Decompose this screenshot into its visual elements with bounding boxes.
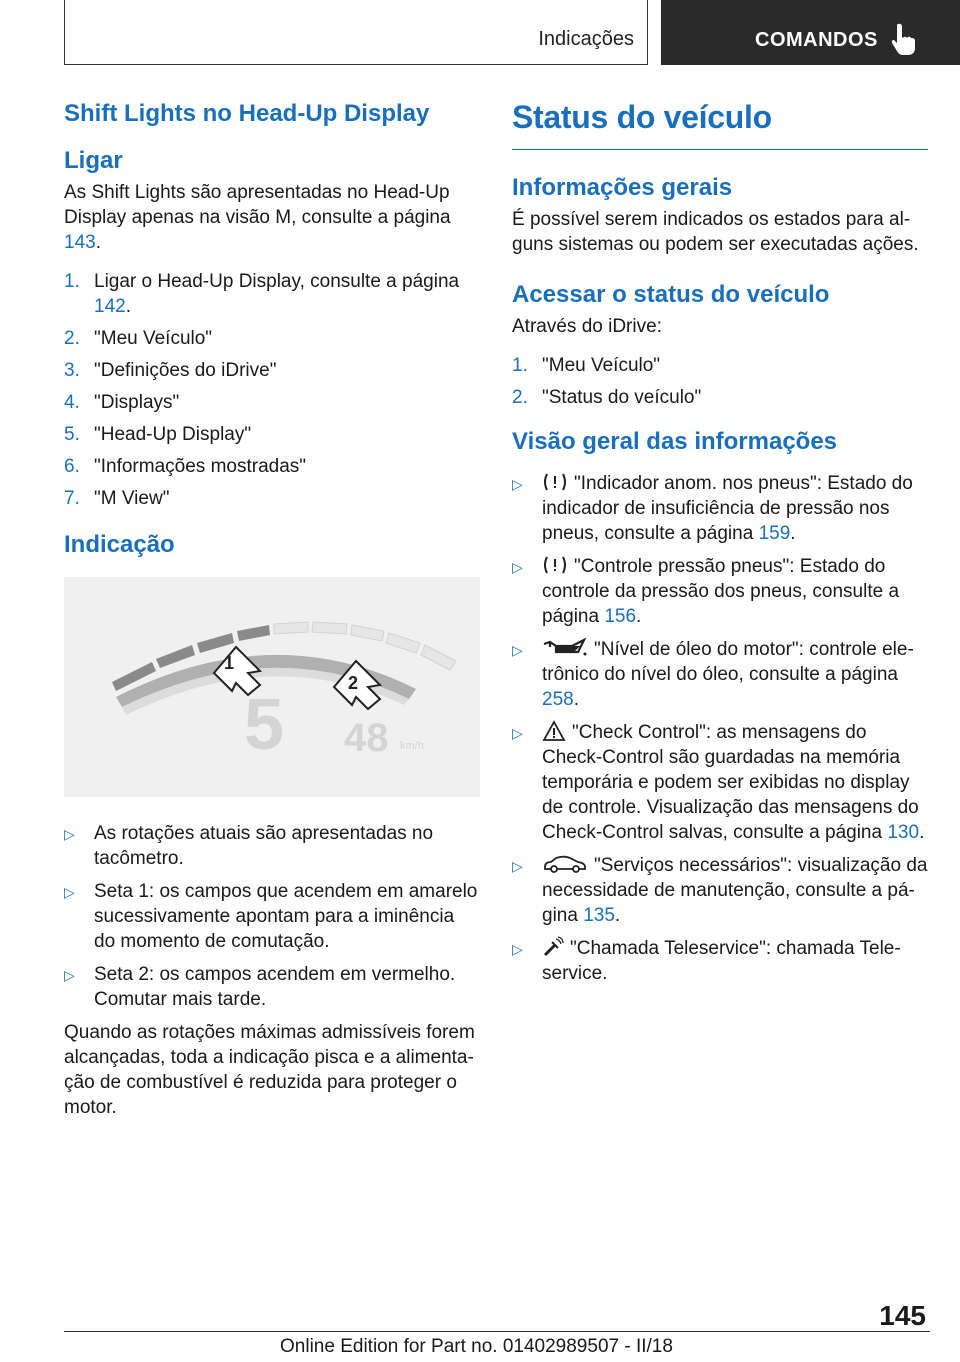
chapter-tab[interactable] bbox=[661, 0, 960, 65]
indicacao-bullets bbox=[64, 821, 480, 1012]
bullet-triangle-icon: ▷ bbox=[64, 884, 75, 901]
subheading-gerais: Informações gerais bbox=[512, 174, 733, 202]
ligar-intro: As Shift Lights são apresentadas no Head-Up Display apenas na visão M, consulte a página 143. bbox=[64, 181, 451, 253]
shift-lights-illustration bbox=[64, 577, 480, 797]
subheading-indicacao: Indicação bbox=[64, 530, 175, 558]
ligar-steps bbox=[64, 269, 480, 511]
arrow-2-label: 2 bbox=[348, 673, 359, 694]
left-column bbox=[64, 100, 480, 1120]
bullet-triangle-icon: ▷ bbox=[512, 475, 523, 492]
step-text: "Head-Up Display" bbox=[94, 423, 252, 445]
item-text: "Chamada Teleservice": chamada Teleservice. bbox=[542, 937, 901, 984]
section-heading-status: Status do veículo bbox=[512, 99, 772, 135]
warning-triangle-icon bbox=[542, 720, 566, 742]
tire-pressure-warning-icon bbox=[542, 554, 568, 576]
item-text: "Nível de óleo do motor": controle eletrônico do nível do óleo, consulte a página bbox=[542, 638, 914, 685]
step-number: 6. bbox=[64, 455, 80, 477]
list-item bbox=[64, 422, 480, 447]
gerais-text: É possível serem indicados os estados para alguns sistemas ou podem ser executadas ações. bbox=[512, 208, 919, 255]
step-text: Ligar o Head-Up Display, consulte a página bbox=[94, 270, 460, 292]
subheading-visao: Visão geral das informações bbox=[512, 427, 838, 455]
item-tail: . bbox=[919, 821, 925, 843]
item-text: "Check Control": as mensagens do Check-Control são guardadas na memória temporária e podem ser exibidas no display de controle. Visualização das mensagens do Check-Control salvas, consulte a página bbox=[542, 721, 919, 843]
step-text: "Definições do iDrive" bbox=[94, 359, 277, 381]
list-item bbox=[64, 390, 480, 415]
bullet-triangle-icon: ▷ bbox=[512, 857, 523, 874]
item-tail: . bbox=[614, 904, 621, 926]
indicacao-closing: Quando as rotações máximas admissíveis forem alcançadas, toda a indicação pisca e a alimentação de combustível é reduzida para proteger o motor. bbox=[64, 1022, 475, 1119]
section-heading-shift-lights: Shift Lights no Head-Up Display bbox=[64, 100, 430, 127]
step-text: "Meu Veículo" bbox=[542, 354, 661, 376]
step-number: 1. bbox=[64, 270, 80, 292]
oil-can-icon bbox=[542, 637, 588, 659]
tire-pressure-warning-icon bbox=[542, 471, 568, 493]
list-item bbox=[512, 471, 928, 546]
bullet-triangle-icon: ▷ bbox=[512, 558, 523, 575]
list-item bbox=[64, 486, 480, 511]
item-tail: . bbox=[573, 688, 579, 710]
page-link-135[interactable]: 135 bbox=[583, 904, 615, 926]
page-link-130[interactable]: 130 bbox=[887, 821, 920, 843]
page-number: 145 bbox=[879, 1300, 926, 1331]
step-text: "Displays" bbox=[94, 391, 180, 413]
arrow-1-label: 1 bbox=[224, 653, 235, 674]
list-item bbox=[64, 358, 480, 383]
gear-indicator: 5 bbox=[244, 685, 285, 766]
footer-divider bbox=[64, 1331, 930, 1332]
list-item bbox=[512, 853, 928, 928]
step-text: "Informações mostradas" bbox=[94, 455, 307, 477]
bullet-text: As rotações atuais são apresentadas no tacômetro. bbox=[94, 823, 434, 870]
shift-lights-figure bbox=[64, 577, 480, 797]
chapter-label: COMANDOS bbox=[755, 29, 878, 51]
list-item bbox=[64, 326, 480, 351]
acessar-steps bbox=[512, 353, 928, 410]
bullet-triangle-icon: ▷ bbox=[512, 940, 523, 957]
list-item bbox=[512, 637, 928, 712]
list-item bbox=[512, 720, 928, 845]
page-link-159[interactable]: 159 bbox=[758, 522, 791, 544]
bullet-text: Seta 2: os campos acendem em vermelho. Comutar mais tarde. bbox=[94, 964, 456, 1011]
step-number: 4. bbox=[64, 391, 80, 413]
bullet-triangle-icon: ▷ bbox=[64, 967, 75, 984]
item-tail: . bbox=[790, 522, 796, 544]
list-item bbox=[512, 385, 928, 410]
page-link-156[interactable]: 156 bbox=[604, 605, 637, 627]
step-number: 3. bbox=[64, 359, 80, 381]
step-number: 1. bbox=[512, 354, 528, 376]
step-text: "Meu Veículo" bbox=[94, 327, 213, 349]
step-number: 7. bbox=[64, 487, 80, 509]
ligar-intro-text: As Shift Lights são apresentadas no Head-Up Display apenas na visão M, consulte a página bbox=[64, 181, 451, 228]
step-text: "M View" bbox=[94, 487, 170, 509]
right-column bbox=[512, 100, 928, 994]
speed-indicator: 48 bbox=[344, 716, 389, 761]
list-item bbox=[512, 936, 928, 986]
step-number: 5. bbox=[64, 423, 80, 445]
list-item bbox=[512, 554, 928, 629]
subheading-acessar: Acessar o status do veículo bbox=[512, 280, 830, 308]
bullet-text: Seta 1: os campos que acendem em amarelo sucessivamente apontam para a iminência do momento de comutação. bbox=[94, 881, 478, 953]
page-link-142[interactable]: 142 bbox=[94, 295, 126, 317]
edition-note: Online Edition for Part no. 01402989507 - II/18 bbox=[280, 1336, 673, 1357]
step-number: 2. bbox=[64, 327, 80, 349]
teleservice-icon bbox=[542, 936, 564, 958]
step-number: 2. bbox=[512, 386, 528, 408]
step-text: "Status do veículo" bbox=[542, 386, 702, 408]
bullet-triangle-icon: ▷ bbox=[512, 724, 523, 741]
list-item bbox=[512, 353, 928, 378]
item-text: "Controle pressão pneus": Estado do controle da pressão dos pneus, consulte a página bbox=[542, 555, 900, 627]
page-link-143[interactable]: 143 bbox=[64, 231, 96, 253]
item-text: "Serviços necessários": visualização da necessidade de manutenção, consulte a página bbox=[542, 854, 928, 926]
visao-bullets bbox=[512, 471, 928, 986]
heading-divider bbox=[512, 149, 928, 150]
service-car-icon bbox=[542, 853, 588, 875]
pointing-hand-icon bbox=[889, 22, 919, 56]
item-text: "Indicador anom. nos pneus": Estado do indicador de insuficiência de pressão nos pneus, consulte a página bbox=[542, 472, 913, 544]
list-item bbox=[64, 879, 480, 954]
bullet-triangle-icon: ▷ bbox=[64, 826, 75, 843]
list-item bbox=[64, 821, 480, 871]
list-item: 1. Ligar o Head-Up Display, consulte a página 142. bbox=[64, 270, 460, 317]
speed-unit: km/h bbox=[400, 740, 424, 753]
list-item bbox=[64, 962, 480, 1012]
section-title: Indicações bbox=[538, 28, 634, 50]
list-item bbox=[64, 454, 480, 479]
acessar-intro: Através do iDrive: bbox=[512, 315, 662, 337]
subheading-ligar: Ligar bbox=[64, 146, 123, 174]
bullet-triangle-icon: ▷ bbox=[512, 641, 523, 658]
page-link-258[interactable]: 258 bbox=[542, 688, 574, 710]
item-tail: . bbox=[636, 605, 642, 627]
